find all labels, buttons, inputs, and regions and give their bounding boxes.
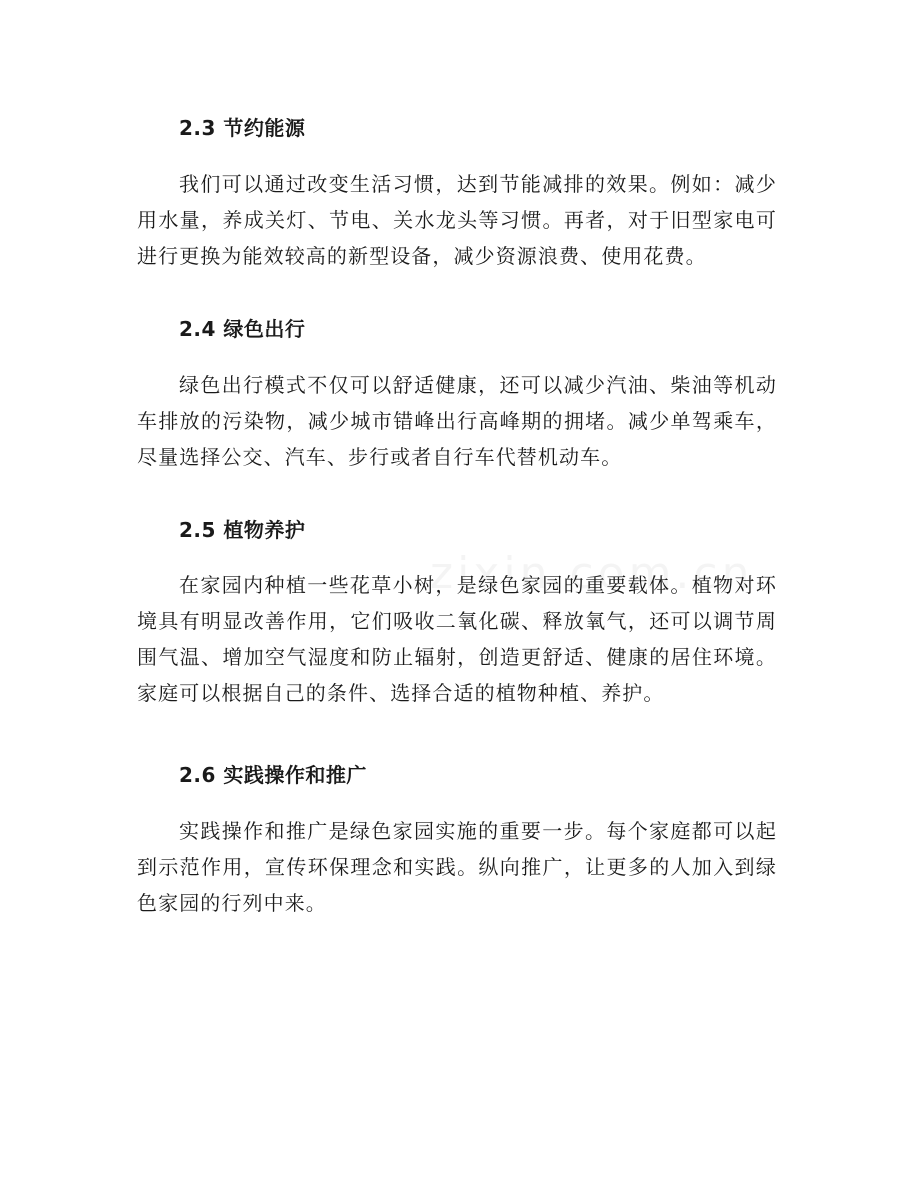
section-paragraph-2-4: 绿色出行模式不仅可以舒适健康，还可以减少汽油、柴油等机动车排放的污染物，减少城市错峰出行高峰期的拥堵。减少单驾乘车，尽量选择公交、汽车、步行或者自行车代替机动车。	[137, 373, 777, 469]
section-heading-2-5: 2.5 植物养护	[179, 518, 306, 542]
section-heading-2-6: 2.6 实践操作和推广	[179, 763, 367, 787]
section-heading-2-3: 2.3 节约能源	[179, 116, 306, 140]
section-heading-2-4: 2.4 绿色出行	[179, 317, 306, 341]
section-paragraph-2-6: 实践操作和推广是绿色家园实施的重要一步。每个家庭都可以起到示范作用，宣传环保理念和实践。纵向推广，让更多的人加入到绿色家园的行列中来。	[137, 819, 777, 915]
section-paragraph-2-5: 在家园内种植一些花草小树，是绿色家园的重要载体。植物对环境具有明显改善作用，它们吸收二氧化碳、释放氧气，还可以调节周围气温、增加空气湿度和防止辐射，创造更舒适、健康的居住环境。家庭可以根据自己的条件、选择合适的植物种植、养护。	[137, 573, 777, 705]
section-paragraph-2-3: 我们可以通过改变生活习惯，达到节能减排的效果。例如：减少用水量，养成关灯、节电、关水龙头等习惯。再者，对于旧型家电可进行更换为能效较高的新型设备，减少资源浪费、使用花费。	[137, 172, 777, 268]
